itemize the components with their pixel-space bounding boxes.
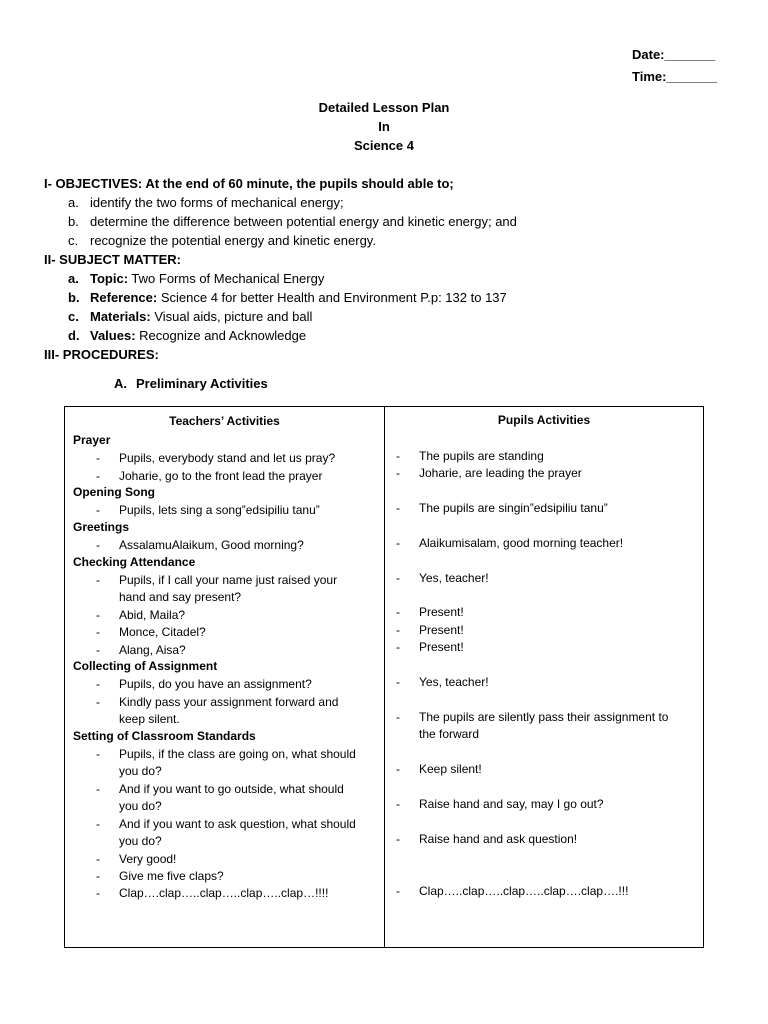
title-line-1: Detailed Lesson Plan: [318, 100, 450, 115]
section-opening-song: Opening Song: [73, 485, 155, 499]
activities-table: Teachers’ Activities Pupils Activities Prayer - Pupils, everybody stand and let us pray? - Joharie, go to the front lead the prayer Opening Song - Pupils, lets sing a song”edsipiliu tanu” Greetings - AssalamuAlaikum, Good morning? Checking Attendance - Pupils, if I call your name just raised your hand and say present? - Abid, Maila? - Monce, Citadel? - Alang, Aisa? Collecting of Assignment - Pupils, do you have an assignment? - Kindly pass your assignment forward and keep silent. Setting of Classroom Standards - Pupils, if the class are going on, what should you do? - And if you want to go outside, what should you do? - And if you want to ask question, what should you do? - Very good! - Give me five claps? - Clap….clap…..clap…..clap…..clap…!!!! - The pupils are standing - Joharie, are leading the prayer - The pupils are singin”edsipiliu tanu” - Alaikumisalam, good morning teacher! - Yes, teacher! - Present! - Present! - Present! - Yes, teacher! - The pupils are silently pass their assignment to the forward - Keep silent! - Raise hand and say, may I go out? - Raise hand and ask question! - Clap…..clap…..clap…..clap….clap….!!!: [64, 406, 704, 948]
date-label: Date:_______: [632, 47, 716, 62]
pupil-activities-header: Pupils Activities: [497, 413, 591, 427]
column-divider: [384, 407, 385, 947]
objective-item: a. identify the two forms of mechanical energy;: [68, 195, 344, 210]
preliminary-activities-heading: A. Preliminary Activities: [114, 376, 268, 391]
section-collecting-assignment: Collecting of Assignment: [73, 659, 218, 673]
objective-item: b. determine the difference between potential energy and kinetic energy; and: [68, 214, 517, 229]
section-checking-attendance: Checking Attendance: [73, 555, 196, 569]
subject-item-reference: b. Reference: Science 4 for better Health and Environment P.p: 132 to 137: [68, 290, 507, 305]
title-line-3: Science 4: [354, 138, 414, 153]
procedures-heading: III- PROCEDURES:: [44, 347, 159, 362]
section-classroom-standards: Setting of Classroom Standards: [73, 729, 256, 743]
subject-item-topic: a. Topic: Two Forms of Mechanical Energy: [68, 271, 325, 286]
objective-item: c. recognize the potential energy and kinetic energy.: [68, 233, 376, 248]
title-line-2: In: [378, 119, 390, 134]
objectives-heading: I- OBJECTIVES: At the end of 60 minute, the pupils should able to;: [44, 176, 454, 191]
section-greetings: Greetings: [73, 520, 130, 534]
subject-item-values: d. Values: Recognize and Acknowledge: [68, 328, 307, 343]
subject-item-materials: c. Materials: Visual aids, picture and ball: [68, 309, 313, 324]
section-prayer: Prayer: [73, 433, 111, 447]
teacher-activities-header: Teachers’ Activities: [169, 414, 280, 428]
subject-matter-heading: II- SUBJECT MATTER:: [44, 252, 181, 267]
time-label: Time:_______: [632, 69, 718, 84]
